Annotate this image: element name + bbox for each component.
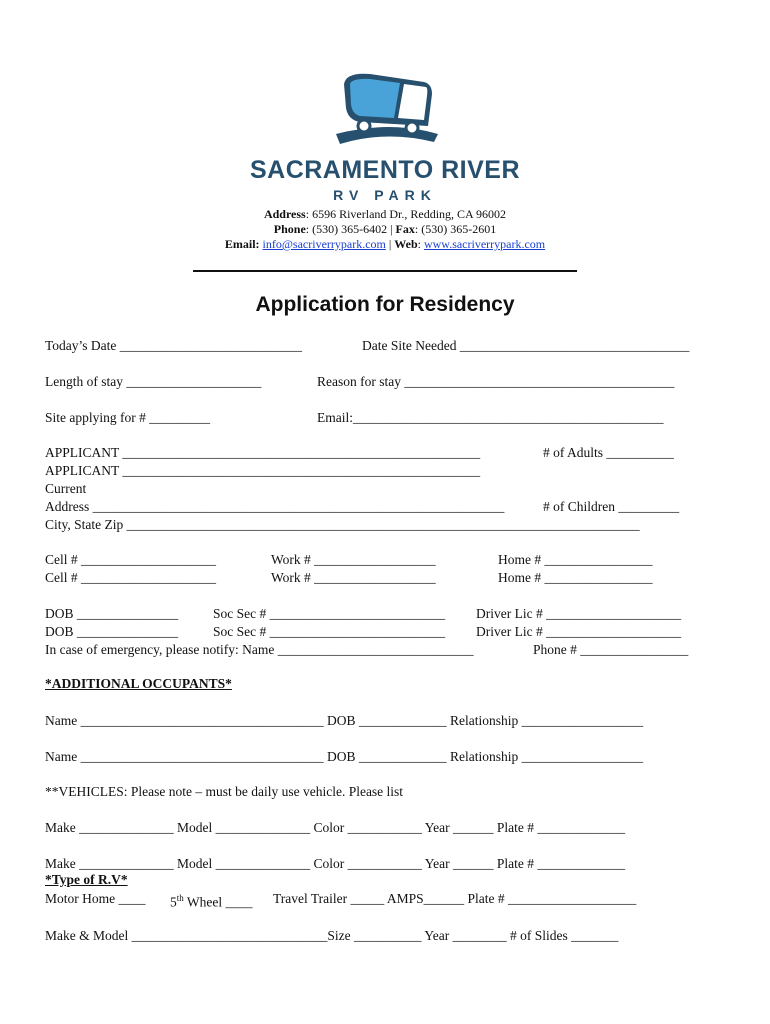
fifth-wheel-field[interactable] xyxy=(170,890,253,911)
page-title: Application for Residency xyxy=(255,293,515,316)
fax-label: Fax xyxy=(395,222,415,236)
num-children-field[interactable]: # of Children _________ xyxy=(543,499,680,514)
city-state-zip-field[interactable]: City, State Zip ____________________________________________________________________________ xyxy=(45,517,640,532)
separator: | xyxy=(385,237,395,251)
cell-1-field[interactable]: Cell # ____________________ xyxy=(45,552,216,567)
cell-2-field[interactable]: Cell # ____________________ xyxy=(45,570,216,585)
current-label: Current xyxy=(45,481,87,496)
todays-date-field[interactable]: Today’s Date ___________________________ xyxy=(45,338,303,353)
work-1-field[interactable]: Work # __________________ xyxy=(271,552,436,567)
vehicles-note: **VEHICLES: Please note – must be daily use vehicle. Please list xyxy=(45,784,404,799)
fifth-number: 5 xyxy=(170,894,177,910)
logo-road-swoosh xyxy=(336,127,438,144)
fifth-wheel-label: Wheel ____ xyxy=(183,894,253,910)
logo-bus-front xyxy=(350,79,400,118)
driver-lic-2-field[interactable]: Driver Lic # ____________________ xyxy=(476,624,682,639)
address-line xyxy=(0,207,770,222)
rv-park-logo xyxy=(330,68,442,152)
reason-for-stay-field[interactable]: Reason for stay ________________________________________ xyxy=(317,374,675,389)
site-applying-field[interactable]: Site applying for # _________ xyxy=(45,410,210,425)
email-field[interactable]: Email:______________________________________________ xyxy=(317,410,664,425)
vehicle-row-1[interactable]: Make ______________ Model ______________ Color ___________ Year ______ Plate # _____________ xyxy=(45,820,626,835)
occupants-header: *ADDITIONAL OCCUPANTS* xyxy=(45,676,232,691)
driver-lic-1-field[interactable]: Driver Lic # ____________________ xyxy=(476,606,682,621)
applicant-2-field[interactable]: APPLICANT _____________________________________________________ xyxy=(45,463,481,478)
dob-1-field[interactable]: DOB _______________ xyxy=(45,606,179,621)
work-2-field[interactable]: Work # __________________ xyxy=(271,570,436,585)
header-divider xyxy=(193,270,577,272)
address-label: Address xyxy=(263,207,306,221)
applicant-1-field[interactable]: APPLICANT _____________________________________________________ xyxy=(45,445,481,460)
date-site-needed-field[interactable]: Date Site Needed __________________________________ xyxy=(362,338,690,353)
logo-title: SACRAMENTO RIVER xyxy=(249,156,521,184)
num-adults-field[interactable]: # of Adults __________ xyxy=(543,445,674,460)
email-label: Email: xyxy=(224,237,260,251)
address-value: : 6596 Riverland Dr., Redding, CA 96002 xyxy=(305,207,507,221)
motor-home-field[interactable]: Motor Home ____ xyxy=(45,891,146,906)
logo-subtitle: RV PARK xyxy=(333,187,437,203)
occupant-row-2[interactable]: Name ____________________________________ DOB _____________ Relationship __________________ xyxy=(45,749,644,764)
web-colon: : xyxy=(417,237,424,251)
dob-2-field[interactable]: DOB _______________ xyxy=(45,624,179,639)
soc-sec-1-field[interactable]: Soc Sec # __________________________ xyxy=(213,606,446,621)
make-model-field[interactable]: Make & Model _____________________________Size __________ Year ________ # of Slides _______ xyxy=(45,928,619,943)
phone-fax-line xyxy=(0,222,770,237)
emergency-contact-field[interactable]: In case of emergency, please notify: Name _____________________________ xyxy=(45,642,474,657)
fax-value: : (530) 365-2601 xyxy=(414,222,497,236)
soc-sec-2-field[interactable]: Soc Sec # __________________________ xyxy=(213,624,446,639)
email-link[interactable]: info@sacriverrypark.com xyxy=(262,237,386,251)
email-web-line xyxy=(0,237,770,252)
logo-wheel-front xyxy=(358,120,370,132)
address-field[interactable]: Address _____________________________________________________________ xyxy=(45,499,505,514)
fifth-suffix: th xyxy=(176,893,184,903)
vehicle-row-2[interactable]: Make ______________ Model ______________ Color ___________ Year ______ Plate # _____________ xyxy=(45,856,626,871)
length-of-stay-field[interactable]: Length of stay ____________________ xyxy=(45,374,262,389)
web-label: Web xyxy=(394,237,418,251)
travel-trailer-field[interactable]: Travel Trailer _____ AMPS______ Plate # ___________________ xyxy=(273,891,637,906)
web-link[interactable]: www.sacriverrypark.com xyxy=(423,237,546,251)
home-1-field[interactable]: Home # ________________ xyxy=(498,552,653,567)
home-2-field[interactable]: Home # ________________ xyxy=(498,570,653,585)
emergency-phone-field[interactable]: Phone # ________________ xyxy=(533,642,689,657)
phone-label: Phone xyxy=(273,222,306,236)
occupant-row-1[interactable]: Name ____________________________________ DOB _____________ Relationship __________________ xyxy=(45,713,644,728)
logo-wheel-rear xyxy=(406,122,418,134)
phone-value: : (530) 365-6402 | xyxy=(305,222,396,236)
rv-type-header: *Type of R.V* xyxy=(45,872,128,887)
